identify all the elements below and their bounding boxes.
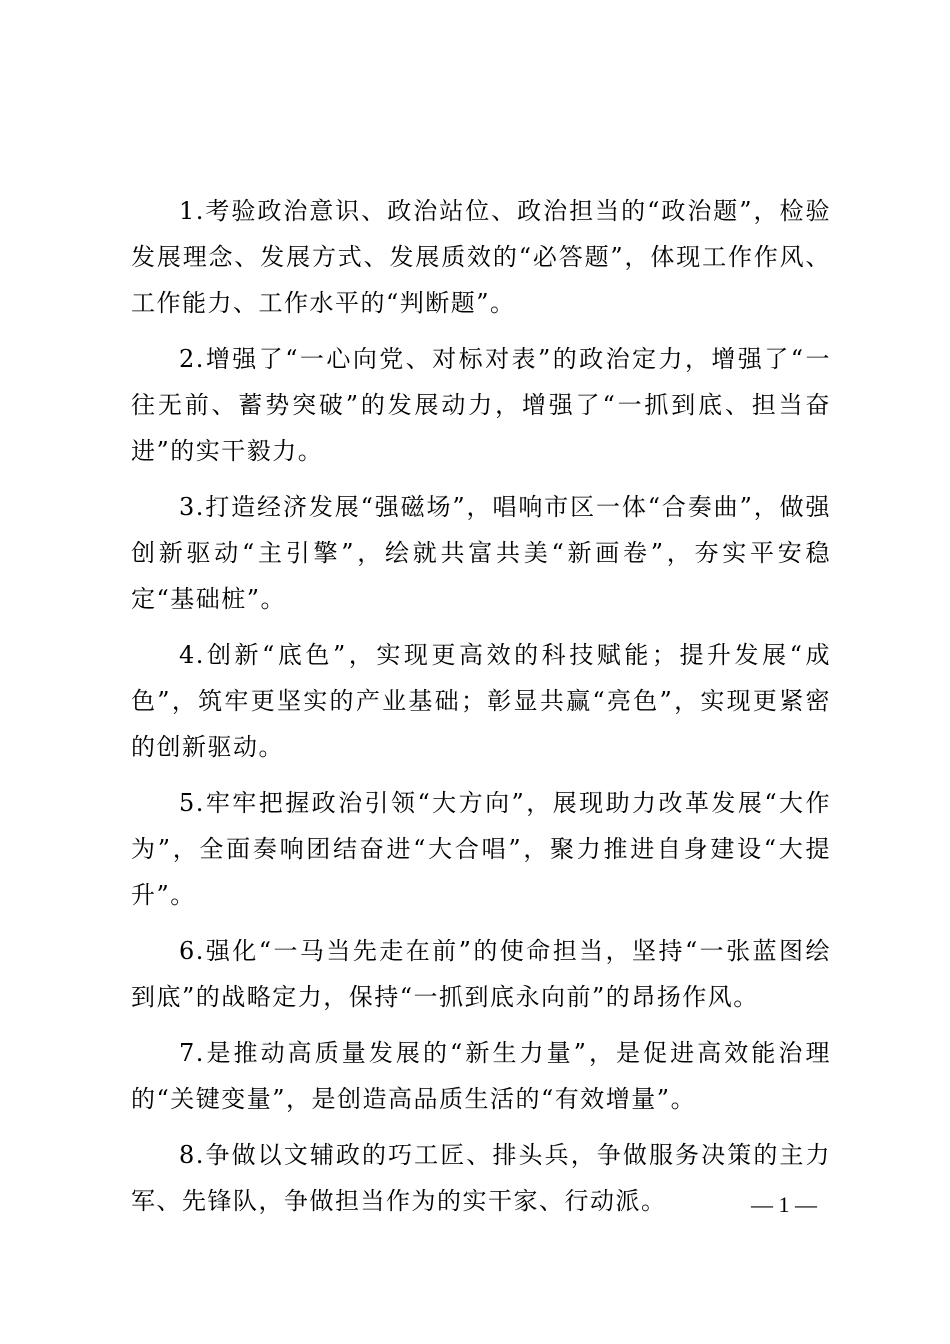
paragraph-8: 8.争做以文辅政的巧工匠、排头兵，争做服务决策的主力军、先锋队，争做担当作为的实干家、行动派。 — [131, 1141, 831, 1215]
paragraph-6: 6.强化“一马当先走在前”的使命担当，坚持“一张蓝图绘到底”的战略定力，保持“一抓到底永向前”的昂扬作风。 — [131, 937, 831, 1011]
page-number: — 1 — — [751, 1192, 817, 1217]
paragraph-2: 2.增强了“一心向党、对标对表”的政治定力，增强了“一往无前、蓄势突破”的发展动力，增强了“一抓到底、担当奋进”的实干毅力。 — [131, 345, 831, 465]
paragraph-3: 3.打造经济发展“强磁场”，唱响市区一体“合奏曲”，做强创新驱动“主引擎”，绘就共富共美“新画卷”，夯实平安稳定“基础桩”。 — [131, 493, 831, 613]
paragraph-1: 1.考验政治意识、政治站位、政治担当的“政治题”，检验发展理念、发展方式、发展质效的“必答题”，体现工作作风、工作能力、工作水平的“判断题”。 — [131, 197, 831, 317]
document-body — [131, 188, 831, 1234]
paragraph-7: 7.是推动高质量发展的“新生力量”，是促进高效能治理的“关键变量”，是创造高品质生活的“有效增量”。 — [131, 1039, 831, 1113]
paragraph-4: 4.创新“底色”，实现更高效的科技赋能；提升发展“成色”，筑牢更坚实的产业基础；彰显共赢“亮色”，实现更紧密的创新驱动。 — [131, 641, 831, 761]
paragraph-5: 5.牢牢把握政治引领“大方向”，展现助力改革发展“大作为”，全面奏响团结奋进“大合唱”，聚力推进自身建设“大提升”。 — [131, 789, 831, 909]
